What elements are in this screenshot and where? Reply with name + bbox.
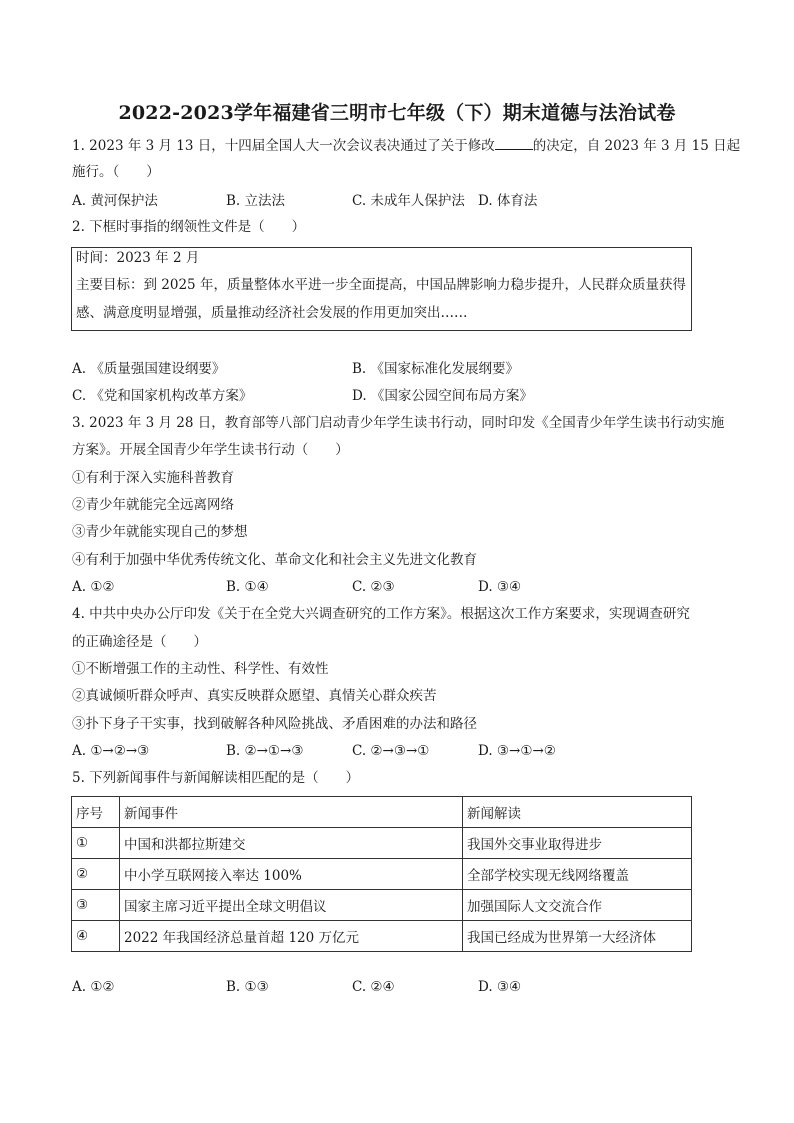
header-event: 新闻事件 bbox=[120, 797, 463, 828]
page-title: 2022-2023学年福建省三明市七年级（下）期末道德与法治试卷 bbox=[118, 102, 676, 124]
q3-option-b: B. ①④ bbox=[226, 579, 269, 595]
table-row bbox=[72, 828, 692, 859]
q3-option-c: C. ②③ bbox=[352, 579, 395, 595]
q4-item-1: ①不断增强工作的主动性、科学性、有效性 bbox=[72, 661, 329, 677]
q4-option-d: D. ③→①→② bbox=[478, 743, 556, 759]
q3-item-3: ③青少年就能实现自己的梦想 bbox=[72, 524, 248, 540]
header-index: 序号 bbox=[72, 797, 120, 828]
q3-item-4: ④有利于加强中华优秀传统文化、革命文化和社会主义先进文化教育 bbox=[72, 552, 477, 568]
q2-option-a: A. 《质量强国建设纲要》 bbox=[72, 361, 226, 377]
table-header-row bbox=[72, 797, 692, 828]
q1-stem-line1 bbox=[72, 137, 740, 155]
q2-option-b: B. 《国家标准化发展纲要》 bbox=[352, 361, 520, 377]
q2-option-c: C. 《党和国家机构改革方案》 bbox=[72, 388, 253, 404]
q4-option-c: C. ②→③→① bbox=[352, 743, 430, 759]
q2-box-line2: 主要目标：到 2025 年，质量整体水平进一步全面提高，中国品牌影响力稳步提升，人民群众质量获得 bbox=[76, 277, 686, 293]
table-row bbox=[72, 859, 692, 890]
q1-stem-line2: 施行。（ ） bbox=[72, 164, 160, 180]
row-interpretation: 全部学校实现无线网络覆盖 bbox=[463, 859, 692, 890]
q5-option-b: B. ①③ bbox=[226, 979, 269, 995]
q1-stem-part-b: 的决定，自 2023 年 3 月 15 日起 bbox=[532, 138, 741, 154]
row-event: 中国和洪都拉斯建交 bbox=[120, 828, 463, 859]
q4-option-a: A. ①→②→③ bbox=[72, 743, 150, 759]
row-interpretation: 加强国际人文交流合作 bbox=[463, 890, 692, 921]
row-event: 中小学互联网接入率达 100% bbox=[120, 859, 463, 890]
q3-item-2: ②青少年就能完全远离网络 bbox=[72, 497, 234, 513]
row-index: ④ bbox=[72, 921, 120, 952]
row-interpretation: 我国外交事业取得进步 bbox=[463, 828, 692, 859]
row-event: 2022 年我国经济总量首超 120 万亿元 bbox=[120, 921, 463, 952]
q5-news-table bbox=[71, 796, 692, 952]
q5-stem: 5. 下列新闻事件与新闻解读相匹配的是（ ） bbox=[72, 770, 360, 786]
q2-box-line1: 时间：2023 年 2 月 bbox=[76, 250, 200, 266]
q3-stem-line1: 3. 2023 年 3 月 28 日，教育部等八部门启动青少年学生读书行动，同时印发《全国青少年学生读书行动实施 bbox=[72, 415, 725, 431]
q5-option-d: D. ③④ bbox=[478, 979, 522, 995]
row-index: ③ bbox=[72, 890, 120, 921]
q4-stem-line1: 4. 中共中央办公厅印发《关于在全党大兴调查研究的工作方案》。根据这次工作方案要求，实现调查研究 bbox=[72, 606, 690, 622]
q1-option-c: C. 未成年人保护法 bbox=[352, 193, 465, 209]
q4-item-3: ③扑下身子干实事，找到破解各种风险挑战、矛盾困难的办法和路径 bbox=[72, 716, 477, 732]
q3-option-d: D. ③④ bbox=[478, 579, 522, 595]
q5-option-a: A. ①② bbox=[72, 979, 115, 995]
q3-stem-line2: 方案》。开展全国青少年学生读书行动（ ） bbox=[72, 442, 349, 458]
q3-item-1: ①有利于深入实施科普教育 bbox=[72, 470, 234, 486]
q4-stem-line2: 的正确途径是（ ） bbox=[72, 634, 207, 650]
q2-box-line3: 感、满意度明显增强，质量推动经济社会发展的作用更加突出…… bbox=[76, 305, 468, 321]
header-interpretation: 新闻解读 bbox=[463, 797, 692, 828]
q1-answer-blank bbox=[495, 137, 533, 150]
q5-option-c: C. ②④ bbox=[352, 979, 395, 995]
table-row bbox=[72, 890, 692, 921]
q2-stem: 2. 下框时事指的纲领性文件是（ ） bbox=[72, 219, 306, 235]
q3-option-a: A. ①② bbox=[72, 579, 115, 595]
row-interpretation: 我国已经成为世界第一大经济体 bbox=[463, 921, 692, 952]
row-index: ② bbox=[72, 859, 120, 890]
q1-stem-part-a: 1. 2023 年 3 月 13 日，十四届全国人大一次会议表决通过了关于修改 bbox=[72, 138, 495, 154]
table-row bbox=[72, 921, 692, 952]
q1-option-a: A. 黄河保护法 bbox=[72, 193, 158, 209]
q4-option-b: B. ②→①→③ bbox=[226, 743, 304, 759]
row-event: 国家主席习近平提出全球文明倡议 bbox=[120, 890, 463, 921]
q1-option-b: B. 立法法 bbox=[226, 193, 286, 209]
q2-info-box bbox=[71, 247, 692, 331]
q4-item-2: ②真诚倾听群众呼声、真实反映群众愿望、真情关心群众疾苦 bbox=[72, 688, 437, 704]
row-index: ① bbox=[72, 828, 120, 859]
q2-option-d: D. 《国家公园空间布局方案》 bbox=[352, 388, 533, 404]
q1-option-d: D. 体育法 bbox=[478, 193, 538, 209]
